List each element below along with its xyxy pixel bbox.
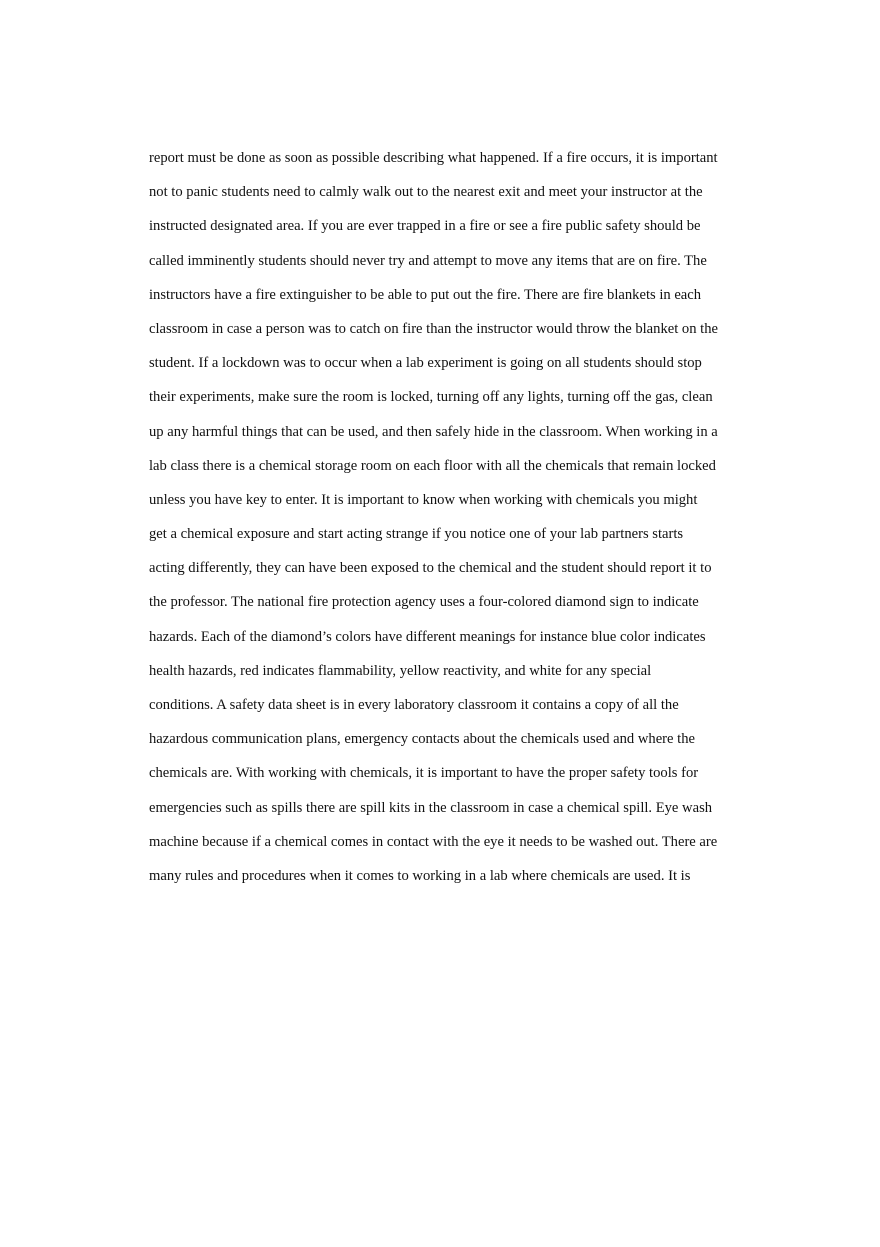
text-line: classroom in case a person was to catch on fire than the instructor would throw the blanket on the bbox=[149, 320, 718, 337]
text-line: health hazards, red indicates flammability, yellow reactivity, and white for any special bbox=[149, 662, 652, 679]
text-line: hazards. Each of the diamond’s colors have different meanings for instance blue color indicates bbox=[149, 628, 706, 645]
text-line: instructors have a fire extinguisher to be able to put out the fire. There are fire blankets in each bbox=[149, 286, 702, 303]
text-line: unless you have key to enter. It is important to know when working with chemicals you might bbox=[149, 491, 698, 508]
text-line: lab class there is a chemical storage room on each floor with all the chemicals that remain locked bbox=[149, 457, 716, 474]
text-line: get a chemical exposure and start acting strange if you notice one of your lab partners starts bbox=[149, 526, 684, 543]
text-line: conditions. A safety data sheet is in every laboratory classroom it contains a copy of all the bbox=[149, 697, 679, 713]
text-line: report must be done as soon as possible describing what happened. If a fire occurs, it is important bbox=[149, 150, 718, 166]
text-line: student. If a lockdown was to occur when a lab experiment is going on all students should stop bbox=[149, 355, 702, 372]
text-line: chemicals are. With working with chemicals, it is important to have the proper safety tools for bbox=[149, 765, 699, 782]
body-paragraph bbox=[149, 146, 749, 898]
text-line: acting differently, they can have been exposed to the chemical and the student should report it to bbox=[149, 560, 712, 577]
text-line: their experiments, make sure the room is locked, turning off any lights, turning off the gas, clean bbox=[149, 389, 713, 406]
text-line: machine because if a chemical comes in contact with the eye it needs to be washed out. There are bbox=[149, 833, 718, 850]
text-line: called imminently students should never try and attempt to move any items that are on fire. The bbox=[149, 252, 707, 269]
text-line: many rules and procedures when it comes to working in a lab where chemicals are used. It is bbox=[149, 867, 691, 884]
text-line: instructed designated area. If you are ever trapped in a fire or see a fire public safety should be bbox=[149, 218, 701, 235]
text-line: up any harmful things that can be used, and then safely hide in the classroom. When working in a bbox=[149, 423, 718, 440]
text-line: not to panic students need to calmly walk out to the nearest exit and meet your instructor at the bbox=[149, 184, 703, 201]
text-line: emergencies such as spills there are spill kits in the classroom in case a chemical spill. Eye wash bbox=[149, 799, 713, 816]
text-line: hazardous communication plans, emergency contacts about the chemicals used and where the bbox=[149, 731, 695, 748]
text-line: the professor. The national fire protection agency uses a four-colored diamond sign to indicate bbox=[149, 594, 699, 611]
